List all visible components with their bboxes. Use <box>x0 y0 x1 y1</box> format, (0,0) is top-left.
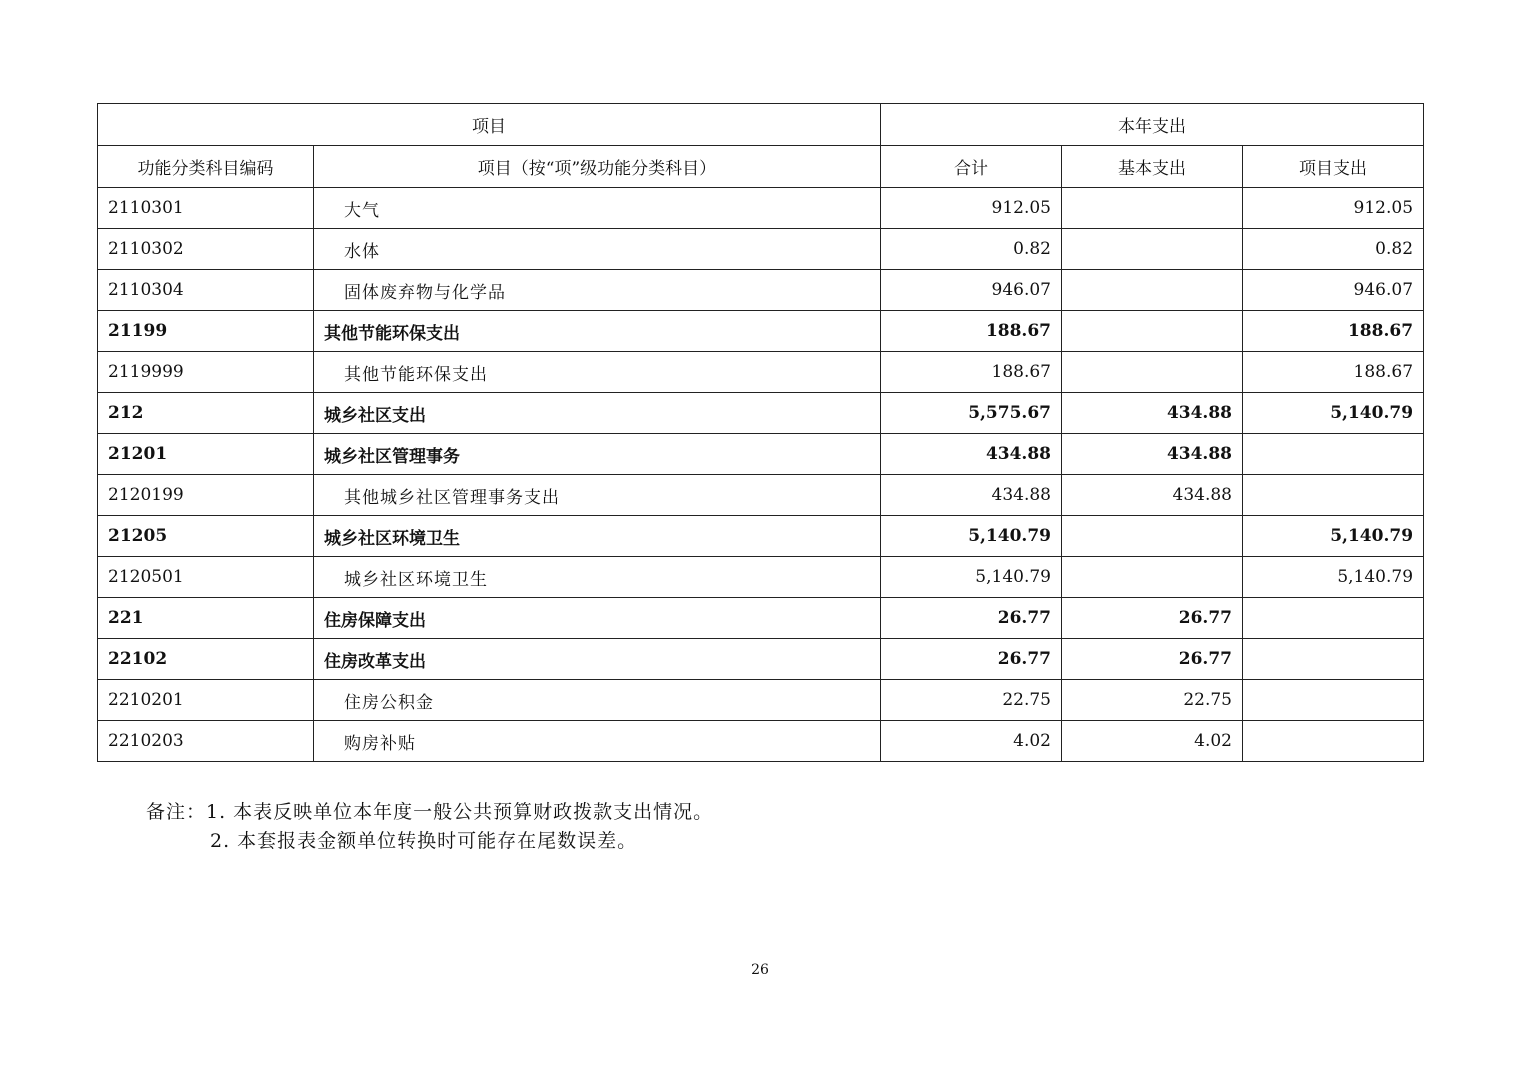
cell-project <box>1243 639 1424 680</box>
page-number: 26 <box>751 962 769 978</box>
table-row <box>98 680 1424 721</box>
cell-name: 城乡社区支出 <box>314 393 881 434</box>
cell-code: 2110301 <box>98 188 314 229</box>
cell-total: 188.67 <box>881 352 1062 393</box>
cell-code: 2119999 <box>98 352 314 393</box>
notes <box>146 798 713 856</box>
cell-basic <box>1062 516 1243 557</box>
cell-project: 5,140.79 <box>1243 516 1424 557</box>
cell-project <box>1243 434 1424 475</box>
cell-basic <box>1062 352 1243 393</box>
cell-name: 其他节能环保支出 <box>314 352 881 393</box>
cell-total: 5,140.79 <box>881 516 1062 557</box>
cell-name: 其他城乡社区管理事务支出 <box>314 475 881 516</box>
cell-code: 21205 <box>98 516 314 557</box>
header-row-2 <box>98 146 1424 188</box>
cell-project <box>1243 598 1424 639</box>
cell-code: 2110304 <box>98 270 314 311</box>
cell-project: 188.67 <box>1243 352 1424 393</box>
cell-total: 946.07 <box>881 270 1062 311</box>
cell-project: 5,140.79 <box>1243 393 1424 434</box>
cell-project: 0.82 <box>1243 229 1424 270</box>
cell-total: 26.77 <box>881 639 1062 680</box>
table-row <box>98 393 1424 434</box>
table-row <box>98 270 1424 311</box>
cell-name: 住房改革支出 <box>314 639 881 680</box>
table-row <box>98 598 1424 639</box>
cell-total: 434.88 <box>881 475 1062 516</box>
header-project: 项目 <box>98 104 881 146</box>
cell-name: 城乡社区管理事务 <box>314 434 881 475</box>
cell-code: 212 <box>98 393 314 434</box>
table-row <box>98 434 1424 475</box>
cell-basic: 434.88 <box>1062 434 1243 475</box>
table-row <box>98 311 1424 352</box>
cell-project <box>1243 475 1424 516</box>
table-row <box>98 188 1424 229</box>
cell-basic: 434.88 <box>1062 393 1243 434</box>
cell-code: 2120501 <box>98 557 314 598</box>
header-current-year: 本年支出 <box>881 104 1424 146</box>
cell-basic: 4.02 <box>1062 721 1243 762</box>
header-row-1 <box>98 104 1424 146</box>
cell-project: 946.07 <box>1243 270 1424 311</box>
cell-total: 0.82 <box>881 229 1062 270</box>
cell-basic <box>1062 188 1243 229</box>
cell-name: 城乡社区环境卫生 <box>314 557 881 598</box>
cell-name: 其他节能环保支出 <box>314 311 881 352</box>
cell-code: 2120199 <box>98 475 314 516</box>
cell-code: 2110302 <box>98 229 314 270</box>
cell-basic: 26.77 <box>1062 598 1243 639</box>
table-row <box>98 721 1424 762</box>
cell-total: 5,575.67 <box>881 393 1062 434</box>
cell-basic <box>1062 270 1243 311</box>
cell-name: 住房公积金 <box>314 680 881 721</box>
cell-basic <box>1062 311 1243 352</box>
cell-total: 5,140.79 <box>881 557 1062 598</box>
note-line-2: 2. 本套报表金额单位转换时可能存在尾数误差。 <box>210 830 638 852</box>
cell-code: 2210203 <box>98 721 314 762</box>
cell-code: 21201 <box>98 434 314 475</box>
cell-project: 5,140.79 <box>1243 557 1424 598</box>
cell-total: 434.88 <box>881 434 1062 475</box>
cell-basic: 26.77 <box>1062 639 1243 680</box>
cell-code: 22102 <box>98 639 314 680</box>
cell-code: 221 <box>98 598 314 639</box>
budget-table <box>97 103 1424 762</box>
cell-total: 22.75 <box>881 680 1062 721</box>
table-row <box>98 557 1424 598</box>
cell-name: 固体废弃物与化学品 <box>314 270 881 311</box>
header-item: 项目（按“项”级功能分类科目） <box>314 146 881 188</box>
table-row <box>98 352 1424 393</box>
cell-project <box>1243 680 1424 721</box>
header-total: 合计 <box>881 146 1062 188</box>
cell-basic <box>1062 557 1243 598</box>
table-row <box>98 475 1424 516</box>
cell-name: 大气 <box>314 188 881 229</box>
cell-total: 26.77 <box>881 598 1062 639</box>
cell-name: 水体 <box>314 229 881 270</box>
cell-code: 21199 <box>98 311 314 352</box>
cell-total: 188.67 <box>881 311 1062 352</box>
cell-total: 4.02 <box>881 721 1062 762</box>
cell-name: 购房补贴 <box>314 721 881 762</box>
header-code: 功能分类科目编码 <box>98 146 314 188</box>
table-row <box>98 639 1424 680</box>
header-basic: 基本支出 <box>1062 146 1243 188</box>
cell-name: 住房保障支出 <box>314 598 881 639</box>
cell-project <box>1243 721 1424 762</box>
table-row <box>98 229 1424 270</box>
table-row <box>98 516 1424 557</box>
cell-project: 188.67 <box>1243 311 1424 352</box>
cell-name: 城乡社区环境卫生 <box>314 516 881 557</box>
cell-total: 912.05 <box>881 188 1062 229</box>
cell-basic <box>1062 229 1243 270</box>
header-project-expense: 项目支出 <box>1243 146 1424 188</box>
cell-project: 912.05 <box>1243 188 1424 229</box>
cell-code: 2210201 <box>98 680 314 721</box>
cell-basic: 434.88 <box>1062 475 1243 516</box>
cell-basic: 22.75 <box>1062 680 1243 721</box>
note-line-1: 备注：1. 本表反映单位本年度一般公共预算财政拨款支出情况。 <box>146 801 714 823</box>
